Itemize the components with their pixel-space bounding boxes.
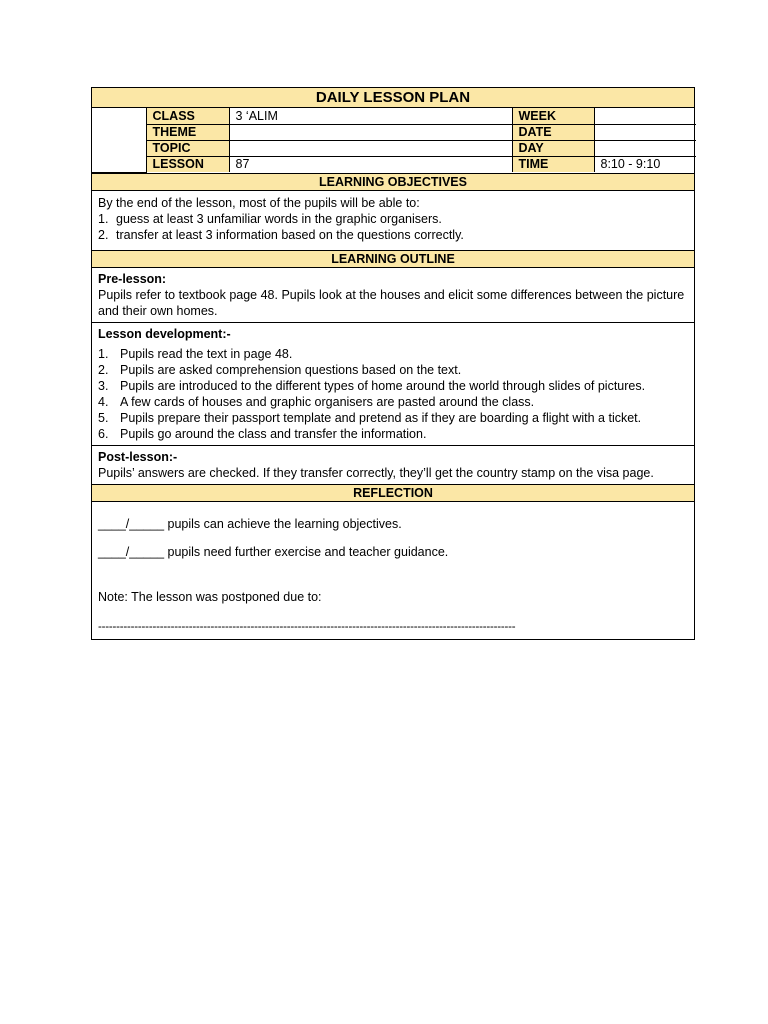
reflection-line-further: ____/_____ pupils need further exercise and teacher guidance.: [98, 544, 449, 559]
class-label: CLASS: [146, 108, 229, 124]
list-item: [98, 362, 688, 378]
day-value: [594, 140, 696, 156]
pre-lesson-heading: Pre-lesson:: [98, 271, 167, 286]
list-item: [98, 426, 688, 442]
list-item: [98, 346, 688, 362]
week-value: [594, 108, 696, 124]
dashed-line: -------------------------------------------------------------------------------------------------------------------: [98, 620, 516, 633]
list-item: [98, 410, 688, 426]
lesson-label: LESSON: [146, 156, 229, 172]
time-label: TIME: [512, 156, 594, 172]
postponed-note: Note: The lesson was postponed due to:: [98, 589, 322, 604]
lesson-development-heading: Lesson development:-: [98, 326, 231, 341]
item-text: Pupils go around the class and transfer the information.: [120, 426, 427, 441]
date-value: [594, 124, 696, 140]
list-item: [98, 211, 688, 227]
item-text: Pupils prepare their passport template and pretend as if they are boarding a flight with a ticket.: [120, 410, 642, 425]
item-number: 1.: [98, 211, 109, 226]
theme-label: THEME: [146, 124, 229, 140]
item-number: 4.: [98, 394, 109, 409]
item-text: guess at least 3 unfamiliar words in the graphic organisers.: [116, 211, 442, 226]
list-item: [98, 394, 688, 410]
item-text: Pupils are asked comprehension questions based on the text.: [120, 362, 462, 377]
list-item: [98, 378, 688, 394]
lesson-value: 87: [229, 156, 512, 172]
day-label: DAY: [512, 140, 594, 156]
objectives-list: [98, 211, 688, 243]
item-text: transfer at least 3 information based on the questions correctly.: [116, 227, 464, 242]
form-title: DAILY LESSON PLAN: [92, 88, 694, 108]
item-text: A few cards of houses and graphic organisers are pasted around the class.: [120, 394, 535, 409]
post-lesson-heading: Post-lesson:-: [98, 449, 178, 464]
item-text: Pupils are introduced to the different types of home around the world through slides of pictures.: [120, 378, 646, 393]
item-text: Pupils read the text in page 48.: [120, 346, 293, 361]
post-lesson-section: [92, 446, 694, 485]
date-label: DATE: [512, 124, 594, 140]
development-list: [98, 346, 688, 442]
post-lesson-text: Pupils’ answers are checked. If they transfer correctly, they’ll get the country stamp on the visa page.: [98, 465, 654, 480]
item-number: 2.: [98, 227, 109, 242]
topic-label: TOPIC: [146, 140, 229, 156]
item-number: 5.: [98, 410, 109, 425]
reflection-line-achieve: ____/_____ pupils can achieve the learning objectives.: [98, 516, 402, 531]
item-number: 1.: [98, 346, 109, 361]
topic-value: [229, 140, 512, 156]
item-number: 3.: [98, 378, 109, 393]
week-label: WEEK: [512, 108, 594, 124]
theme-value: [229, 124, 512, 140]
lesson-plan-form: [91, 87, 695, 640]
info-blank-cell: [92, 108, 146, 172]
lesson-development-section: [92, 323, 694, 446]
time-value: 8:10 - 9:10: [594, 156, 696, 172]
pre-lesson-section: [92, 268, 694, 323]
reflection-section: [92, 502, 694, 639]
objectives-intro: By the end of the lesson, most of the pupils will be able to:: [98, 195, 420, 210]
objectives-section: [92, 191, 694, 251]
class-value: 3 ‘ALIM: [229, 108, 512, 124]
item-number: 6.: [98, 426, 109, 441]
reflection-heading: REFLECTION: [92, 485, 694, 502]
item-number: 2.: [98, 362, 109, 377]
outline-heading: LEARNING OUTLINE: [92, 251, 694, 268]
info-table: [92, 108, 696, 173]
objectives-heading: LEARNING OBJECTIVES: [92, 173, 694, 191]
list-item: [98, 227, 688, 243]
pre-lesson-text: Pupils refer to textbook page 48. Pupils look at the houses and elicit some differences between the picture and their own homes.: [98, 287, 685, 318]
